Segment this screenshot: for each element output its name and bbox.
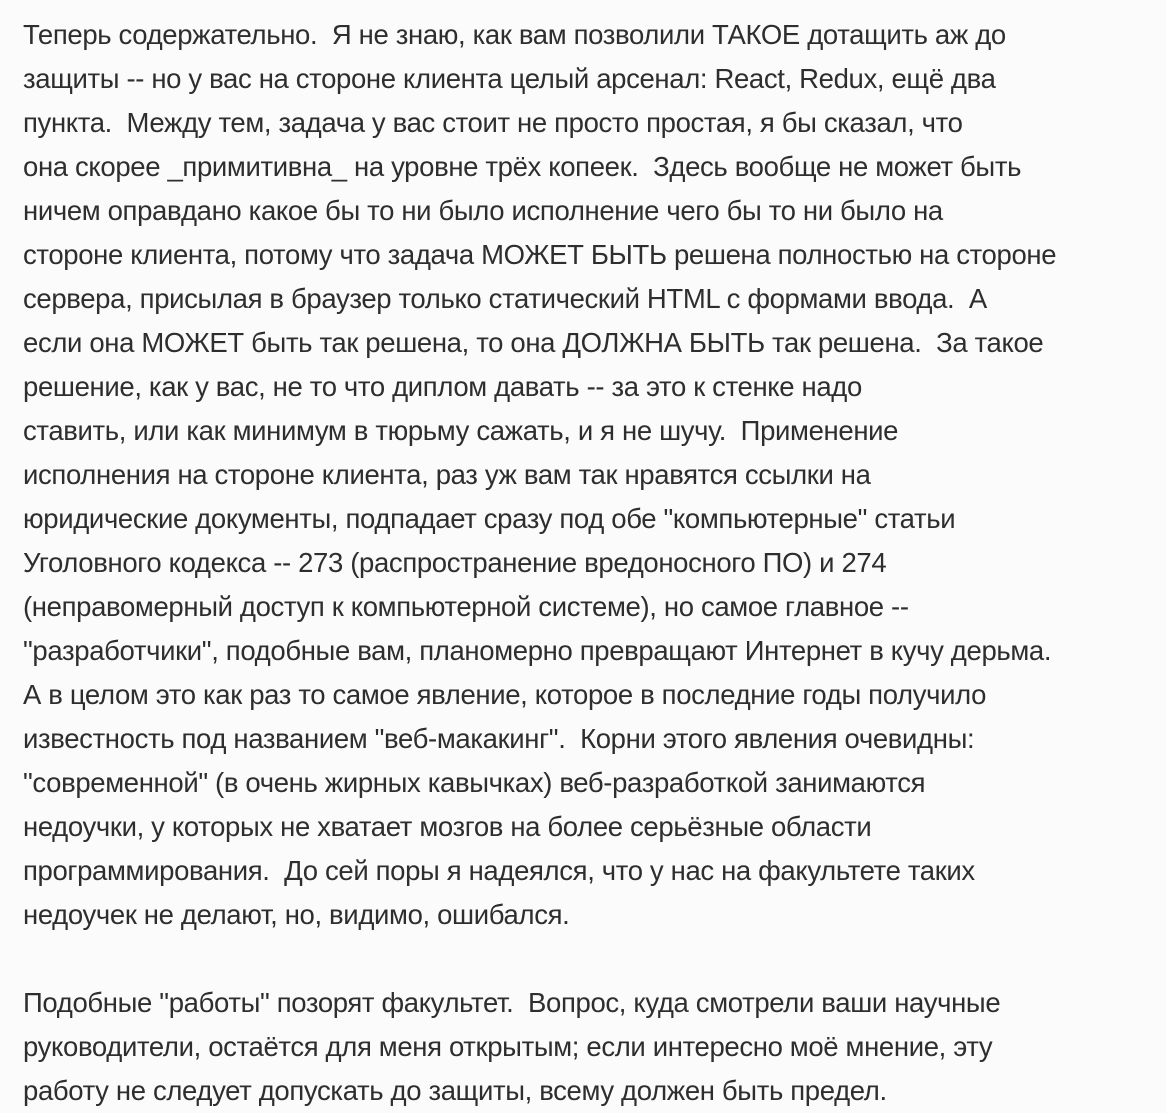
- message-text: [23, 13, 1163, 1113]
- text-line: руководители, остаётся для меня открытым; если интересно моё мнение, эту: [23, 1031, 993, 1062]
- text-line: "современной" (в очень жирных кавычках) веб-разработкой занимаются: [23, 767, 926, 798]
- text-line: исполнения на стороне клиента, раз уж вам так нравятся ссылки на: [23, 459, 871, 490]
- text-line: программирования. До сей поры я надеялся, что у нас на факультете таких: [23, 855, 975, 886]
- text-line: стороне клиента, потому что задача МОЖЕТ БЫТЬ решена полностью на стороне: [23, 239, 1057, 270]
- text-line: Теперь содержательно. Я не знаю, как вам позволили ТАКОЕ дотащить аж до: [23, 19, 1006, 50]
- text-line: А в целом это как раз то самое явление, которое в последние годы получило: [23, 679, 987, 710]
- text-line: ставить, или как минимум в тюрьму сажать, и я не шучу. Применение: [23, 415, 899, 446]
- paragraph-gap: [23, 937, 1163, 981]
- text-line: пункта. Между тем, задача у вас стоит не просто простая, я бы сказал, что: [23, 107, 963, 138]
- text-line: сервера, присылая в браузер только статический HTML с формами ввода. А: [23, 283, 987, 314]
- text-line: работу не следует допускать до защиты, всему должен быть предел.: [23, 1075, 887, 1106]
- text-line: недоучек не делают, но, видимо, ошибался.: [23, 899, 570, 930]
- text-line: недоучки, у которых не хватает мозгов на более серьёзные области: [23, 811, 872, 842]
- text-line: Уголовного кодекса -- 273 (распространение вредоносного ПО) и 274: [23, 547, 887, 578]
- paragraph-2: [23, 981, 1163, 1113]
- paragraph-1: [23, 13, 1163, 937]
- text-line: известность под названием "веб-макакинг". Корни этого явления очевидны:: [23, 723, 975, 754]
- text-line: защиты -- но у вас на стороне клиента целый арсенал: React, Redux, ещё два: [23, 63, 996, 94]
- text-line: она скорее _примитивна_ на уровне трёх копеек. Здесь вообще не может быть: [23, 151, 1022, 182]
- text-line: (неправомерный доступ к компьютерной системе), но самое главное --: [23, 591, 909, 622]
- text-line: юридические документы, подпадает сразу под обе "компьютерные" статьи: [23, 503, 956, 534]
- text-line: если она МОЖЕТ быть так решена, то она ДОЛЖНА БЫТЬ так решена. За такое: [23, 327, 1044, 358]
- text-line: ничем оправдано какое бы то ни было исполнение чего бы то ни было на: [23, 195, 943, 226]
- text-line: "разработчики", подобные вам, планомерно превращают Интернет в кучу дерьма.: [23, 635, 1052, 666]
- text-line: решение, как у вас, не то что диплом давать -- за это к стенке надо: [23, 371, 862, 402]
- text-line: Подобные "работы" позорят факультет. Вопрос, куда смотрели ваши научные: [23, 987, 1001, 1018]
